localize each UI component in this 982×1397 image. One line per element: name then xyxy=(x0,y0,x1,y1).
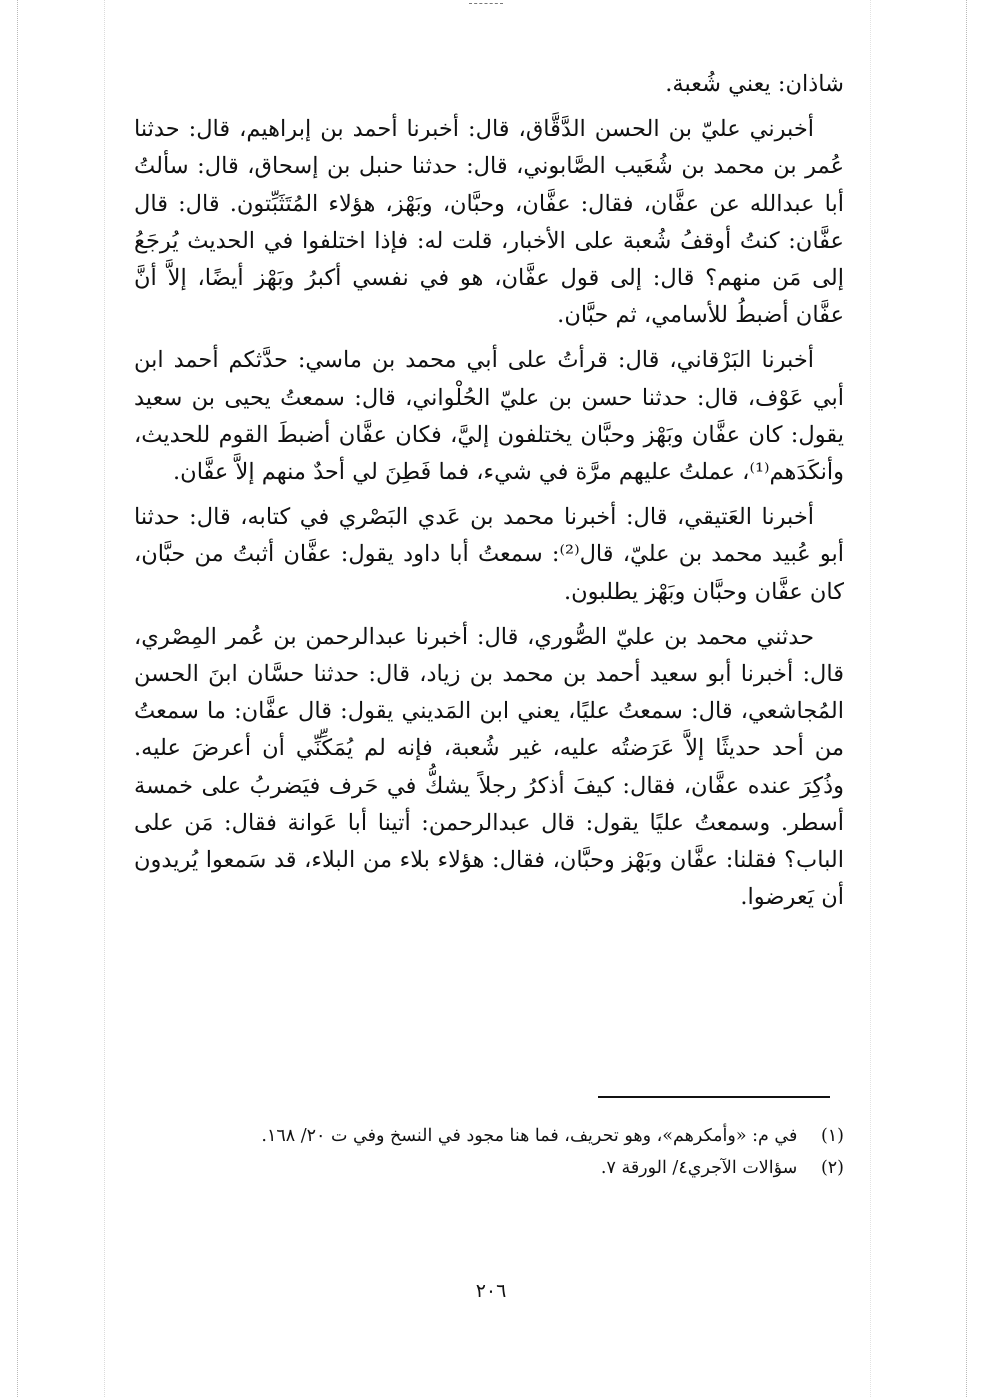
footnote xyxy=(134,1120,844,1152)
paragraph: أخبرنا البَرْقاني، قال: قرأتُ على أبي محمد بن ماسي: حدَّثكم أحمد ابن أبي عَوْف، قال: حدثنا حسن بن عليّ الحُلْواني، قال: سمعتُ يحيى بن سعيد يقول: كان عفَّان وبَهْز وحبَّان يختلفون إليَّ، فكان عفَّان أضبطَ القوم للحديث، وأنكَدَهم⁽¹⁾، عملتُ عليهم مرَّة في شيء، فما فَطِنَ لي أحدٌ منهم إلاَّ عفَّان. xyxy=(134,347,844,486)
main-text xyxy=(134,66,844,924)
top-scan-mark xyxy=(469,3,503,4)
scan-edge-left-inner xyxy=(104,0,105,1397)
paragraph: حدثني محمد بن عليّ الصُّوري، قال: أخبرنا عبدالرحمن بن عُمر المِصْري، قال: أخبرنا أبو سعيد أحمد بن محمد بن زياد، قال: حدثنا حسَّان ابنَ الحسن المُجاشعي، قال: سمعتُ عليًا، يعني ابن المَديني يقول: قال عفَّان: ما سمعتُ من أحد حديثًا إلاَّ عَرَضتُه عليه، غير شُعبة، فإنه لم يُمَكِّنِّي أن أعرضَ عليه. وذُكِرَ عنده عفَّان، فقال: كيفَ أذكرُ رجلاً يشكُّ في حَرف فيَضربُ على خمسة أسطر. وسمعتُ عليًا يقول: قال عبدالرحمن: أتينا أبا عَوانة فقال: مَن على الباب؟ فقلنا: عفَّان وبَهْز وحبَّان، فقال: هؤلاء بلاء من البلاء، قد سَمعوا يُريدون أن يَعرضوا. xyxy=(134,623,844,911)
page-number: ٢٠٦ xyxy=(475,1280,507,1302)
scan-edge-right xyxy=(966,0,967,1397)
paragraph: أخبرنا العَتيقي، قال: أخبرنا محمد بن عَدي البَصْري في كتابه، قال: حدثنا أبو عُبيد محمد بن عليّ، قال⁽²⁾: سمعتُ أبا داود يقول: عفَّان أثبتُ من حبَّان، كان عفَّان وحبَّان وبَهْز يطلبون. xyxy=(134,504,844,605)
paragraph: أخبرني عليّ بن الحسن الدَّقَّاق، قال: أخبرنا أحمد بن إبراهيم، قال: حدثنا عُمر بن محمد بن شُعَيب الصَّابوني، قال: حدثنا حنبل بن إسحاق، قال: سألتُ أبا عبدالله عن عفَّان، فقال: عفَّان، وحبَّان، وبَهْز، هؤلاء المُتَثَبِّتون. قال: قال عفَّان: كنتُ أوقفُ شُعبة على الأخبار، قلت له: فإذا اختلفوا في الحديث يُرجَعُ إلى مَن منهم؟ قال: إلى قول عفَّان، هو في نفسي أكبرُ وبَهْز أيضًا، إلاَّ أنَّ عفَّان أضبطُ للأسامي، ثم حبَّان. xyxy=(134,116,844,329)
scan-edge-left xyxy=(17,0,18,1397)
footnotes xyxy=(134,1120,844,1184)
footnote-separator xyxy=(598,1096,830,1098)
paragraph: شاذان: يعني شُعبة. xyxy=(665,71,844,97)
footnote-text: سؤالات الآجري٤/ الورقة ٧. xyxy=(600,1158,798,1178)
footnote xyxy=(134,1152,844,1184)
footnote-number: (٢) xyxy=(820,1158,844,1178)
scan-edge-right-inner xyxy=(870,0,871,1397)
footnote-number: (١) xyxy=(820,1126,844,1146)
footnote-text: في م: «وأمكرهم»، وهو تحريف، فما هنا مجود في النسخ وفي ت ٢٠/ ١٦٨. xyxy=(261,1126,798,1146)
